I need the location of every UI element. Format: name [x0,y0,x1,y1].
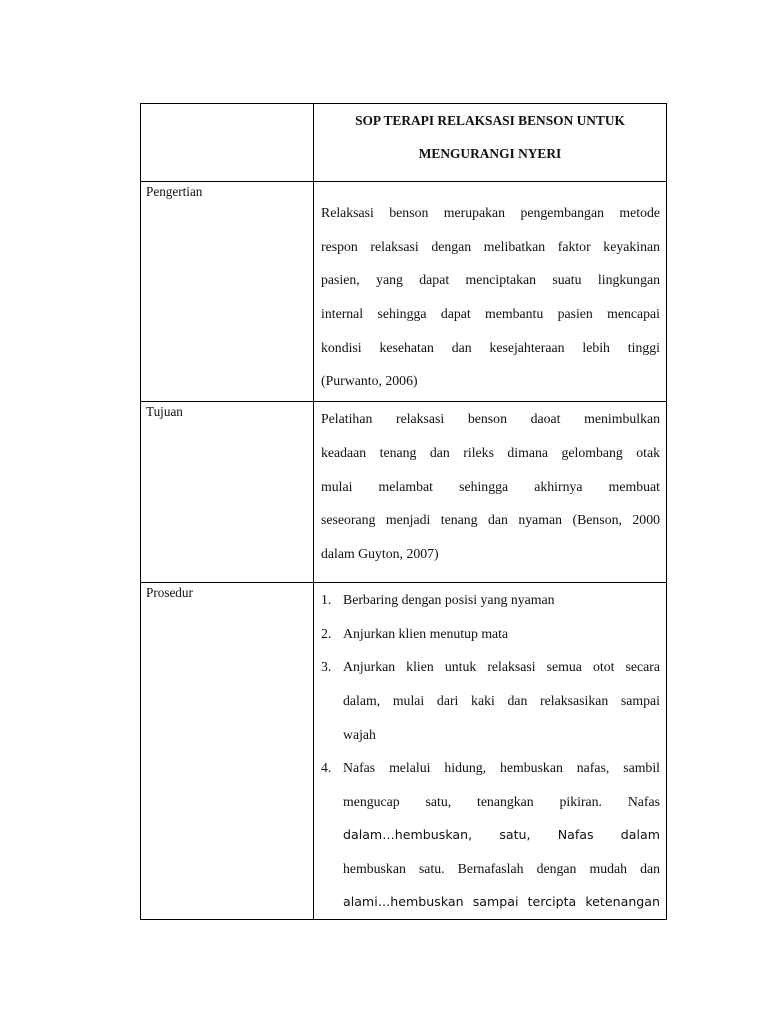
row-label: Prosedur [141,583,314,920]
text-line: dalam, mulai dari kaki dan relaksasikan sampai [343,692,660,708]
list-item [321,751,660,919]
list-number: 4. [321,760,332,776]
title-row [141,104,667,182]
table-title [314,104,667,182]
procedure-list [314,583,667,920]
row-prosedur [141,583,667,920]
list-item [321,583,660,617]
list-item [321,650,660,751]
text-line: mulai melambat sehingga akhirnya membuat [321,478,660,494]
text-line: kondisi kesehatan dan kesejahteraan lebih tinggi [321,339,660,355]
text-line: Anjurkan klien untuk relaksasi semua otot secara [343,659,660,675]
text-line: hembuskan satu. Bernafaslah dengan mudah dan [343,860,660,876]
text-line: Anjurkan klien menutup mata [343,625,509,641]
row-label: Tujuan [141,402,314,583]
title-line-1: SOP TERAPI RELAKSASI BENSON UNTUK [355,113,625,128]
empty-label-cell [141,104,314,182]
list-number: 2. [321,625,332,641]
list-number: 3. [321,659,332,675]
text-line: respon relaksasi dengan melibatkan faktor keyakinan [321,238,660,254]
title-line-2: MENGURANGI NYERI [418,146,562,161]
row-tujuan [141,402,667,583]
text-line: alami…hembuskan sampai tercipta ketenangan [343,894,660,910]
row-label: Pengertian [141,182,314,402]
list-number: 1. [321,592,332,608]
text-line: dalam Guyton, 2007) [321,545,439,561]
text-line: Nafas melalui hidung, hembuskan nafas, sambil [343,760,660,776]
row-pengertian [141,182,667,402]
text-line: wajah [343,726,376,742]
sop-table [140,103,667,920]
text-line: pasien, yang dapat menciptakan suatu lingkungan [321,272,660,288]
text-line: mengucap satu, tenangkan pikiran. Nafas [343,793,660,809]
text-line: dalam…hembuskan, satu, Nafas dalam [343,827,660,843]
row-content [314,402,667,583]
row-content [314,182,667,402]
text-line: Relaksasi benson merupakan pengembangan metode [321,205,660,220]
list-item [321,617,660,651]
text-line: Berbaring dengan posisi yang nyaman [343,592,555,608]
text-line: seseorang menjadi tenang dan nyaman (Benson, 2000 [321,512,660,528]
text-line: Pelatihan relaksasi benson daoat menimbulkan [321,411,660,427]
text-line: keadaan tenang dan rileks dimana gelombang otak [321,444,660,460]
text-line: internal sehingga dapat membantu pasien mencapai [321,306,660,322]
text-line: (Purwanto, 2006) [321,373,418,389]
